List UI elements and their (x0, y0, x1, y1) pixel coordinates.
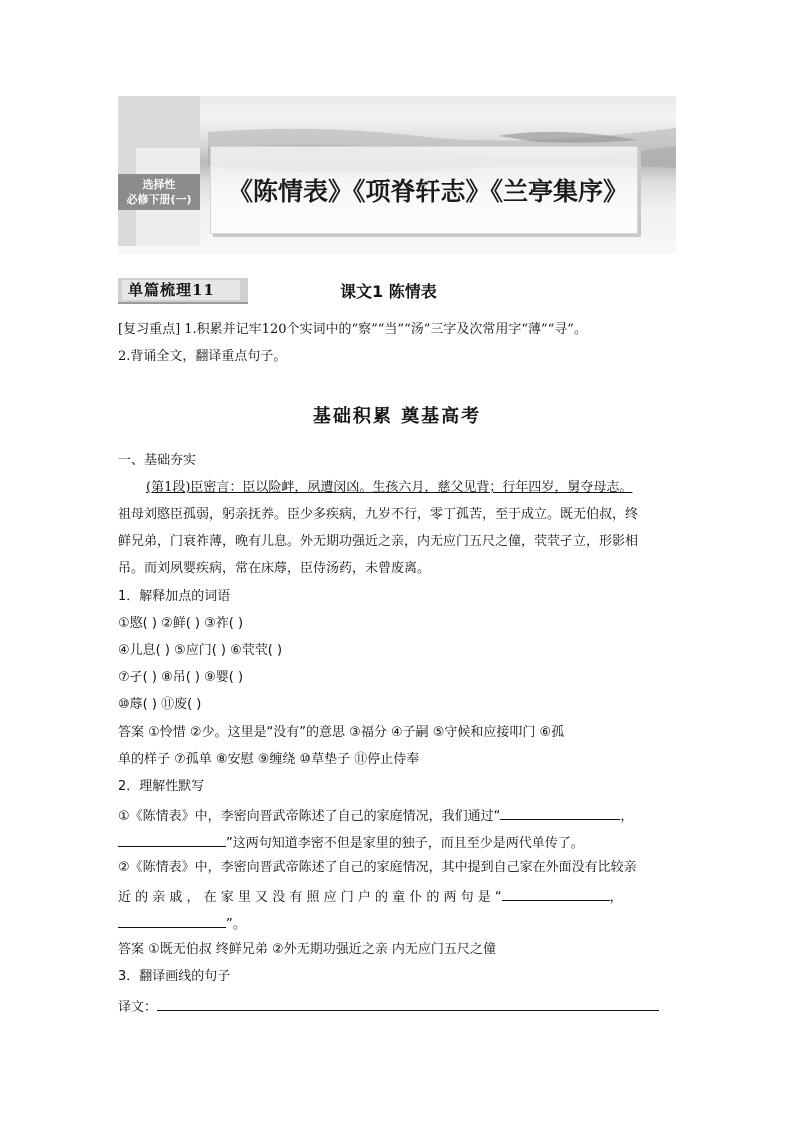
q2-item2-line-c (118, 913, 246, 934)
q1-answer-line-2: 单的样子 ⑦孤单 ⑧安慰 ⑨缠绕 ⑩草垫子 ⑪停止侍奉 (118, 752, 420, 767)
q2-item1-text-a: ①《陈情表》中，李密向晋武帝陈述了自己的家庭情况，我们通过“ (118, 809, 501, 824)
translation-blank[interactable] (157, 996, 659, 1011)
badge-line1: 选择性 (142, 178, 176, 191)
comma: ， (609, 890, 623, 905)
passage-line-4: 吊。而刘夙婴疾病，常在床蓐，臣侍汤药，未曾废离。 (118, 561, 431, 576)
volume-badge (118, 174, 200, 210)
q2-item1-text-b: ”这两句知道李密不但是家里的独子，而且至少是两代单传了。 (226, 836, 584, 851)
q2-item2-line-a: ②《陈情表》中，李密向晋武帝陈述了自己的家庭情况，其中提到自己家在外面没有比较亲 (118, 860, 637, 875)
review-line-1: [复习重点] 1.积累并记牢120个实词中的“察”“当”“汤”三字及次常用字“薄”“寻”。 (118, 322, 587, 337)
q2-item2-text-b: 近 的 亲 戚 ， 在 家 里 又 没 有 照 应 门 户 的 童 仆 的 两 句 是 “ (118, 890, 502, 905)
passage-line-3: 鲜兄弟，门衰祚薄，晚有儿息。外无期功强近之亲，内无应门五尺之僮，茕茕孑立，形影相 (118, 534, 639, 549)
header-banner (118, 96, 676, 254)
q1-row-4: ⑩蓐( ) ⑪废( ) (118, 697, 202, 712)
part1-title: 一、基础夯实 (118, 453, 197, 468)
q1-title: 1．解释加点的词语 (118, 589, 231, 604)
q2-blank-1[interactable] (500, 805, 620, 820)
q3-translation-line (118, 996, 659, 1017)
q2-blank-4[interactable] (118, 913, 226, 928)
q1-row-3: ⑦孑( ) ⑧吊( ) ⑨婴( ) (118, 670, 244, 685)
section-heading: 基础积累 奠基高考 (312, 406, 482, 427)
section-tag (118, 278, 248, 304)
passage-line-2: 祖母刘愍臣孤弱，躬亲抚养。臣少多疾病，九岁不行，零丁孤苦，至于成立。既无伯叔，终 (118, 507, 639, 522)
q2-title: 2．理解性默写 (118, 779, 205, 794)
page-title: 《陈情表》《项脊轩志》《兰亭集序》 (228, 177, 629, 206)
passage-line-1: (第1段)臣密言：臣以险衅，夙遭闵凶。生孩六月，慈父见背；行年四岁，舅夺母志。 (146, 480, 633, 495)
q2-blank-2[interactable] (118, 832, 226, 847)
q1-row-1: ①愍( ) ②鲜( ) ③祚( ) (118, 616, 244, 631)
comma: ， (620, 809, 634, 824)
lesson-title: 课文1 陈情表 (340, 282, 437, 301)
q1-answer-line-1: 答案 ①怜惜 ②少。这里是“没有”的意思 ③福分 ④子嗣 ⑤守候和应接叩门 ⑥孤 (118, 725, 565, 740)
q2-item1-line-b (118, 832, 584, 853)
q2-item2-text-c: ”。 (226, 917, 246, 932)
q2-answer: 答案 ①既无伯叔 终鲜兄弟 ②外无期功强近之亲 内无应门五尺之僮 (118, 942, 496, 957)
badge-line2: 必修下册(一) (126, 193, 192, 206)
section-tag-label: 单篇梳理11 (122, 280, 240, 300)
q2-blank-3[interactable] (502, 886, 610, 901)
q1-row-2: ④儿息( ) ⑤应门( ) ⑥茕茕( ) (118, 643, 283, 658)
q3-title: 3．翻译画线的句子 (118, 969, 231, 984)
review-line-2: 2.背诵全文，翻译重点句子。 (118, 349, 287, 364)
q2-item2-line-b (118, 886, 623, 907)
q3-label: 译文： (118, 1000, 158, 1015)
q2-item1-line-a (118, 805, 633, 826)
